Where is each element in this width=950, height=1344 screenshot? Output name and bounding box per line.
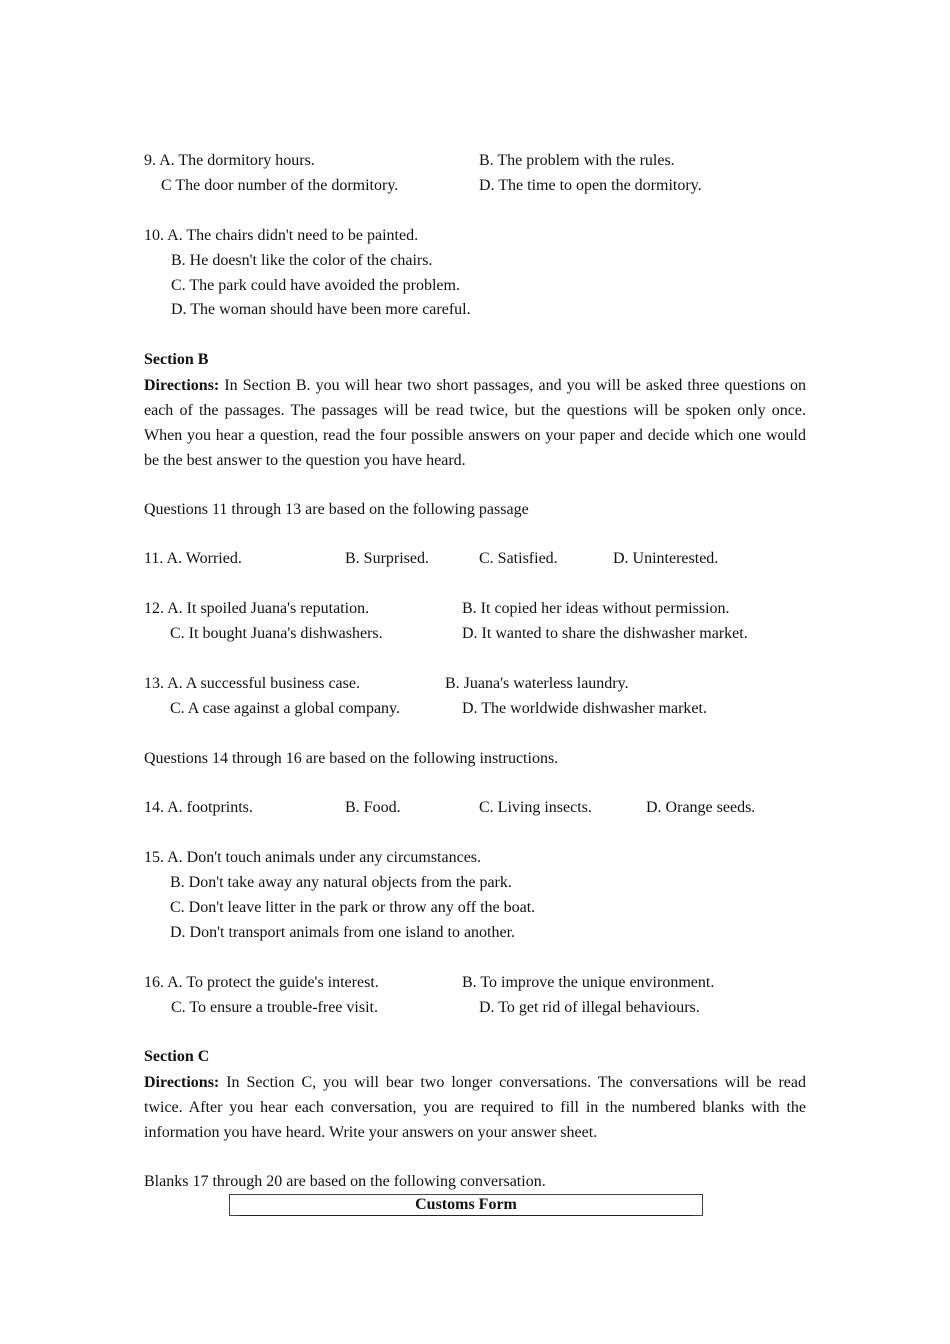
q12-option-c: C. It bought Juana's dishwashers.: [170, 625, 383, 642]
q10-option-b: B. He doesn't like the color of the chairs.: [171, 252, 433, 269]
q13-option-d: D. The worldwide dishwasher market.: [462, 700, 707, 717]
q11-option-b: B. Surprised.: [345, 550, 429, 567]
q16-option-b: B. To improve the unique environment.: [462, 974, 715, 991]
customs-form-table: [229, 1194, 703, 1216]
q9-option-a: 9. A. The dormitory hours.: [144, 152, 315, 169]
q13-option-a: 13. A. A successful business case.: [144, 675, 360, 692]
q9-option-b: B. The problem with the rules.: [479, 152, 675, 169]
section-b-directions-text: In Section B. you will hear two short passages, and you will be asked three questions on each of the passages. The passages will be read twice, but the questions will be spoken only once. When you hear a question, read the four possible answers on your paper and decide which one would be the best answer to the question you have heard.: [144, 377, 806, 469]
q12-option-b: B. It copied her ideas without permission.: [462, 600, 730, 617]
section-c-directions-label: Directions:: [144, 1074, 220, 1091]
q11-option-c: C. Satisfied.: [479, 550, 558, 567]
section-b-title: Section B: [144, 351, 209, 368]
q12-option-d: D. It wanted to share the dishwasher market.: [462, 625, 748, 642]
q11-option-d: D. Uninterested.: [613, 550, 719, 567]
q10-option-c: C. The park could have avoided the problem.: [171, 277, 460, 294]
q12-option-a: 12. A. It spoiled Juana's reputation.: [144, 600, 370, 617]
section-b-directions-label: Directions:: [144, 377, 220, 394]
q13-option-b: B. Juana's waterless laundry.: [445, 675, 629, 692]
passage-11-13-intro: Questions 11 through 13 are based on the following passage: [144, 501, 529, 518]
blanks-17-20-intro: Blanks 17 through 20 are based on the following conversation.: [144, 1173, 546, 1190]
q16-option-d: D. To get rid of illegal behaviours.: [479, 999, 700, 1016]
q9-option-d: D. The time to open the dormitory.: [479, 177, 702, 194]
section-b-directions: [144, 373, 806, 473]
q14-option-c: C. Living insects.: [479, 799, 592, 816]
q15-option-a: 15. A. Don't touch animals under any circumstances.: [144, 849, 482, 866]
q15-option-d: D. Don't transport animals from one island to another.: [170, 924, 516, 941]
q11-option-a: 11. A. Worried.: [144, 550, 242, 567]
section-c-title: Section C: [144, 1048, 210, 1065]
q9-option-c: C The door number of the dormitory.: [161, 177, 399, 194]
passage-14-16-intro: Questions 14 through 16 are based on the following instructions.: [144, 750, 559, 767]
section-c-directions-text: In Section C, you will bear two longer conversations. The conversations will be read twice. After you hear each conversation, you are required to fill in the numbered blanks with the information you have heard. Write your answers on your answer sheet.: [144, 1074, 806, 1141]
q14-option-b: B. Food.: [345, 799, 401, 816]
q13-option-c: C. A case against a global company.: [170, 700, 401, 717]
customs-form-title: Customs Form: [239, 1195, 693, 1216]
q15-option-c: C. Don't leave litter in the park or throw any off the boat.: [170, 899, 536, 916]
q14-option-a: 14. A. footprints.: [144, 799, 253, 816]
q16-option-c: C. To ensure a trouble-free visit.: [171, 999, 378, 1016]
q15-option-b: B. Don't take away any natural objects from the park.: [170, 874, 512, 891]
q16-option-a: 16. A. To protect the guide's interest.: [144, 974, 379, 991]
section-c-directions: [144, 1070, 806, 1145]
q10-option-d: D. The woman should have been more careful.: [171, 301, 471, 318]
q14-option-d: D. Orange seeds.: [646, 799, 756, 816]
q10-option-a: 10. A. The chairs didn't need to be painted.: [144, 227, 419, 244]
